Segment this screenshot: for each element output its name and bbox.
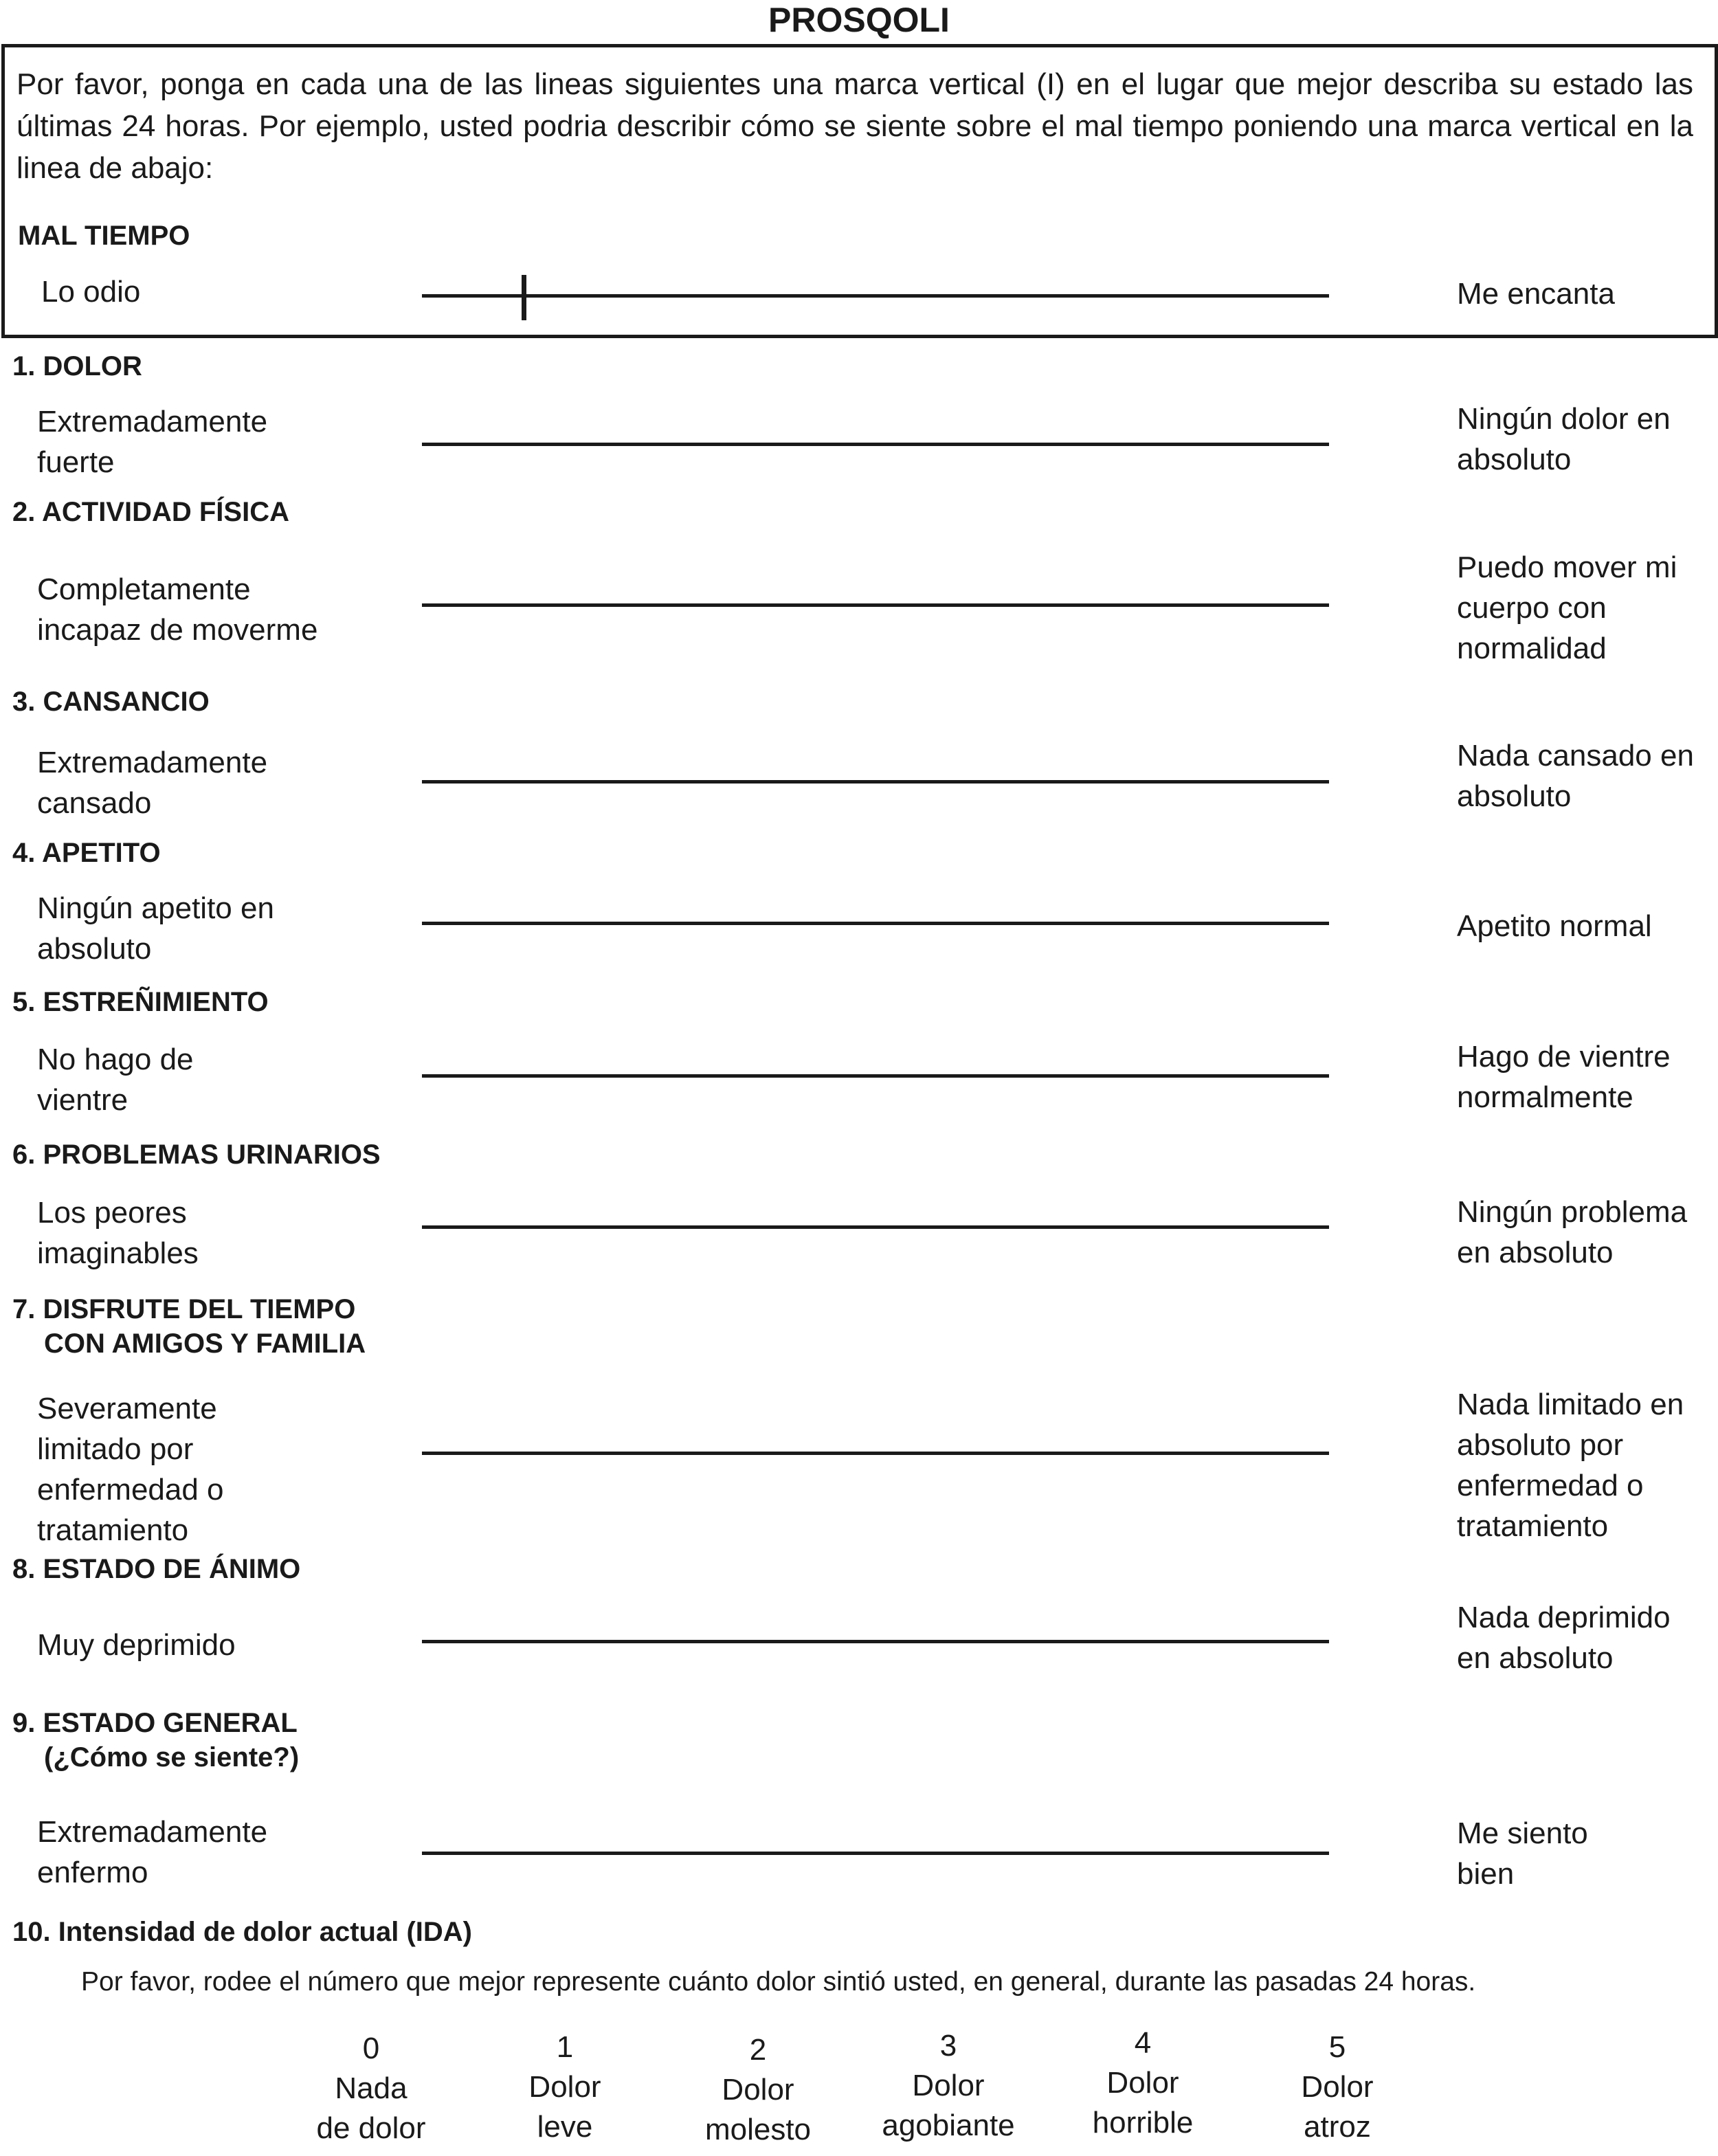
instructions-text: Por favor, ponga en cada una de las lineas siguientes una marca vertical (I) en el lugar que mejor describa su estado las últimas 24 horas. Por ejemplo, usted podria describir cómo se siente sobre el mal tiempo poniendo una marca vertical en la linea de abajo: — [16, 67, 1693, 185]
item-5-scale-line[interactable] — [422, 1074, 1329, 1078]
example-left-anchor: Lo odio — [41, 275, 141, 309]
item-6-left-anchor: Los peores imaginables — [37, 1196, 199, 1270]
form-title: PROSQOLI — [768, 1, 950, 39]
item-4-heading: 4. APETITO — [12, 838, 161, 868]
item-4-left-anchor: Ningún apetito en absoluto — [37, 891, 274, 966]
item-8-heading: 8. ESTADO DE ÁNIMO — [12, 1554, 301, 1584]
item-3-scale-line[interactable] — [422, 780, 1329, 784]
pain-intensity-instruction: Por favor, rodee el número que mejor represente cuánto dolor sintió usted, en general, durante las pasadas 24 horas. — [81, 1967, 1476, 1997]
example-scale-line — [422, 294, 1329, 298]
item-3-left-anchor: Extremadamente cansado — [37, 746, 268, 820]
pain-option-5[interactable]: 5 Dolor atroz — [1301, 2030, 1374, 2144]
item-7-right-anchor: Nada limitado en absoluto por enfermedad o tratamiento — [1457, 1388, 1684, 1543]
example-vertical-mark — [522, 275, 526, 320]
item-2-scale-line[interactable] — [422, 603, 1329, 607]
pain-option-2[interactable]: 2 Dolor molesto — [704, 2033, 812, 2146]
item-2-left-anchor: Completamente incapaz de moverme — [37, 573, 318, 647]
item-1-scale-line[interactable] — [422, 443, 1329, 446]
item-2-right-anchor: Puedo mover mi cuerpo con normalidad — [1457, 551, 1677, 665]
item-3-right-anchor: Nada cansado en absoluto — [1457, 739, 1694, 813]
item-4-scale-line[interactable] — [422, 922, 1329, 925]
item-5-right-anchor: Hago de vientre normalmente — [1457, 1040, 1671, 1114]
item-6-heading: 6. PROBLEMAS URINARIOS — [12, 1140, 381, 1170]
item-8-right-anchor: Nada deprimido en absoluto — [1457, 1601, 1671, 1675]
item-5-left-anchor: No hago de vientre — [37, 1043, 194, 1117]
item-2-heading: 2. ACTIVIDAD FÍSICA — [12, 497, 289, 527]
item-7-left-anchor: Severamente limitado por enfermedad o tratamiento — [37, 1392, 224, 1547]
pain-option-1[interactable]: 1 Dolor leve — [528, 2030, 601, 2144]
pain-intensity-heading: 10. Intensidad de dolor actual (IDA) — [12, 1917, 472, 1947]
item-8-left-anchor: Muy deprimido — [37, 1628, 236, 1662]
item-3-heading: 3. CANSANCIO — [12, 687, 210, 717]
item-4-right-anchor: Apetito normal — [1457, 909, 1652, 943]
item-1-right-anchor: Ningún dolor en absoluto — [1457, 402, 1671, 476]
item-6-right-anchor: Ningún problema en absoluto — [1457, 1195, 1688, 1269]
item-1-left-anchor: Extremadamente fuerte — [37, 405, 268, 479]
item-9-left-anchor: Extremadamente enfermo — [37, 1815, 268, 1889]
pain-option-4[interactable]: 4 Dolor horrible — [1092, 2026, 1194, 2140]
example-heading: MAL TIEMPO — [18, 221, 190, 251]
item-7-heading: 7. DISFRUTE DEL TIEMPO CON AMIGOS Y FAMILIA — [12, 1294, 366, 1359]
pain-option-0[interactable]: 0 Nada de dolor — [316, 2032, 426, 2145]
pain-option-3[interactable]: 3 Dolor agobiante — [882, 2029, 1015, 2142]
item-9-right-anchor: Me siento bien — [1457, 1816, 1588, 1891]
item-6-scale-line[interactable] — [422, 1225, 1329, 1229]
item-9-heading: 9. ESTADO GENERAL (¿Cómo se siente?) — [12, 1708, 300, 1772]
item-5-heading: 5. ESTREÑIMIENTO — [12, 987, 269, 1017]
item-1-heading: 1. DOLOR — [12, 351, 142, 381]
item-9-scale-line[interactable] — [422, 1852, 1329, 1855]
item-8-scale-line[interactable] — [422, 1640, 1329, 1643]
example-right-anchor: Me encanta — [1457, 277, 1615, 311]
item-7-scale-line[interactable] — [422, 1452, 1329, 1455]
